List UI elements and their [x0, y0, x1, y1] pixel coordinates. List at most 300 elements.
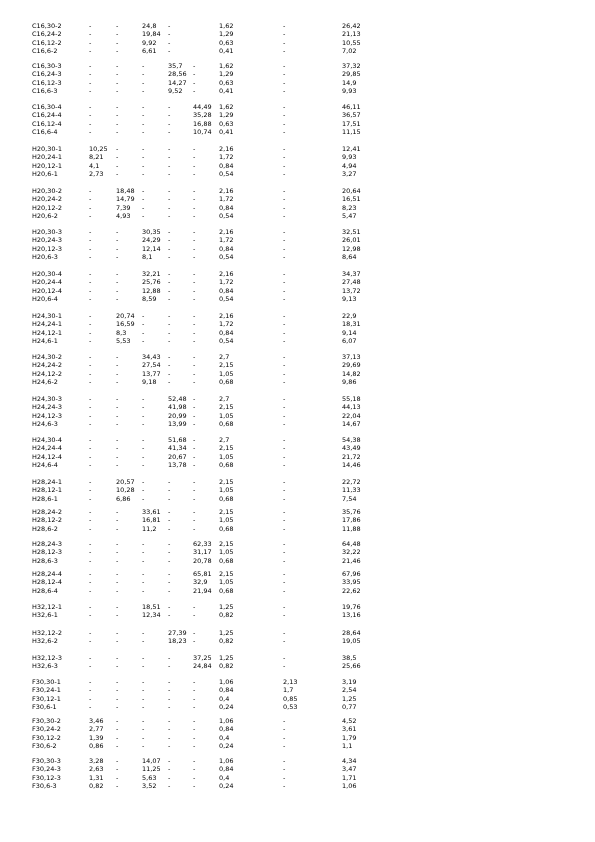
table-cell: 22,72: [342, 478, 361, 486]
table-cell: 18,23: [168, 637, 187, 646]
table-cell: -: [193, 244, 196, 253]
table-cell: -: [168, 757, 171, 765]
table-cell: 20,74: [116, 312, 135, 320]
table-cell: -: [89, 127, 92, 136]
table-cell: 52,48: [168, 395, 187, 403]
table-cell: -: [283, 353, 286, 361]
table-cell: -: [193, 169, 196, 178]
table-cell: 21,46: [342, 556, 361, 565]
table-cell: -: [89, 38, 92, 47]
row-label: H20,6-1: [32, 169, 58, 178]
table-cell: -: [283, 436, 286, 444]
table-cell: -: [116, 119, 119, 128]
row-label: H20,30-4: [32, 270, 62, 278]
table-cell: 5,47: [342, 211, 357, 220]
table-cell: 18,51: [142, 603, 161, 611]
table-cell: -: [142, 70, 145, 79]
table-cell: -: [142, 211, 145, 220]
table-cell: -: [89, 286, 92, 295]
table-cell: -: [89, 70, 92, 79]
table-cell: 27,54: [142, 361, 161, 370]
table-cell: -: [142, 436, 145, 444]
table-cell: -: [89, 452, 92, 461]
table-cell: 4,93: [116, 211, 131, 220]
table-cell: 14,27: [168, 78, 187, 87]
table-row: [0, 337, 595, 346]
table-cell: -: [193, 270, 196, 278]
row-label: H24,30-4: [32, 436, 62, 444]
table-row: [0, 87, 595, 96]
table-cell: 10,25: [89, 145, 108, 153]
table-cell: 1,1: [342, 741, 353, 750]
table-cell: 1,29: [219, 30, 234, 39]
table-cell: 29,85: [342, 70, 361, 79]
table-cell: -: [168, 654, 171, 662]
table-cell: -: [142, 169, 145, 178]
table-row: [0, 587, 595, 596]
table-cell: -: [283, 236, 286, 245]
row-label: H20,12-2: [32, 203, 62, 212]
table-cell: 44,49: [193, 103, 212, 111]
table-cell: -: [168, 278, 171, 287]
table-cell: -: [89, 662, 92, 671]
table-cell: -: [193, 757, 196, 765]
row-label: C16,30-3: [32, 62, 62, 70]
table-cell: -: [89, 377, 92, 386]
table-cell: 6,86: [116, 494, 131, 503]
table-cell: -: [168, 228, 171, 236]
table-cell: -: [193, 86, 196, 95]
row-label: F30,24-2: [32, 725, 61, 734]
row-label: H28,6-3: [32, 556, 58, 565]
table-cell: -: [168, 556, 171, 565]
table-cell: -: [142, 312, 145, 320]
table-cell: 11,15: [342, 127, 361, 136]
table-cell: 28,64: [342, 629, 361, 637]
table-cell: 32,51: [342, 228, 361, 236]
row-label: C16,6-4: [32, 127, 58, 136]
table-row: [0, 782, 595, 791]
table-cell: -: [116, 46, 119, 55]
row-label: F30,12-1: [32, 694, 61, 703]
table-cell: -: [142, 460, 145, 469]
table-cell: -: [89, 395, 92, 403]
table-cell: 13,99: [168, 419, 187, 428]
table-cell: 3,46: [89, 717, 104, 725]
table-cell: 35,76: [342, 508, 361, 516]
table-cell: -: [168, 570, 171, 578]
table-cell: 9,14: [342, 328, 357, 337]
table-cell: 2,7: [219, 353, 230, 361]
table-cell: 12,88: [142, 286, 161, 295]
row-label: H20,6-3: [32, 252, 58, 261]
table-cell: 1,05: [219, 578, 234, 587]
table-cell: 14,82: [342, 369, 361, 378]
table-cell: -: [89, 244, 92, 253]
table-cell: -: [89, 353, 92, 361]
table-cell: -: [283, 111, 286, 120]
table-cell: -: [283, 203, 286, 212]
table-cell: -: [168, 361, 171, 370]
table-cell: 2,15: [219, 478, 234, 486]
table-cell: 32,9: [193, 578, 208, 587]
table-cell: 2,16: [219, 270, 234, 278]
table-cell: 0,68: [219, 419, 234, 428]
table-cell: 24,8: [142, 22, 157, 30]
table-cell: -: [193, 294, 196, 303]
table-cell: -: [193, 603, 196, 611]
table-cell: -: [283, 252, 286, 261]
table-cell: -: [168, 578, 171, 587]
table-cell: -: [193, 236, 196, 245]
table-cell: -: [116, 169, 119, 178]
table-cell: -: [283, 145, 286, 153]
table-cell: -: [89, 103, 92, 111]
table-cell: -: [142, 111, 145, 120]
table-cell: 5,63: [142, 773, 157, 782]
table-cell: 2,13: [283, 678, 298, 686]
table-cell: -: [283, 578, 286, 587]
table-cell: -: [142, 195, 145, 204]
table-cell: 1,25: [219, 654, 234, 662]
table-cell: -: [168, 236, 171, 245]
row-label: H32,6-3: [32, 662, 58, 671]
table-cell: -: [116, 694, 119, 703]
row-label: H28,12-1: [32, 486, 62, 495]
table-cell: -: [142, 570, 145, 578]
table-cell: -: [89, 328, 92, 337]
row-label: C16,24-2: [32, 30, 62, 39]
table-cell: -: [193, 361, 196, 370]
table-cell: -: [116, 540, 119, 548]
table-cell: 35,28: [193, 111, 212, 120]
table-cell: 2,16: [219, 312, 234, 320]
table-cell: 27,48: [342, 278, 361, 287]
row-label: C16,12-4: [32, 119, 62, 128]
table-cell: -: [116, 678, 119, 686]
table-cell: -: [116, 611, 119, 620]
table-cell: -: [116, 103, 119, 111]
table-cell: -: [193, 478, 196, 486]
table-cell: 9,93: [342, 86, 357, 95]
table-cell: 1,72: [219, 320, 234, 329]
row-label: C16,12-2: [32, 38, 62, 47]
table-cell: 37,13: [342, 353, 361, 361]
table-cell: -: [142, 203, 145, 212]
table-row: [0, 295, 595, 304]
table-cell: 2,16: [219, 228, 234, 236]
table-cell: 51,68: [168, 436, 187, 444]
table-cell: -: [116, 717, 119, 725]
table-cell: -: [283, 22, 286, 30]
table-cell: -: [168, 111, 171, 120]
table-cell: -: [116, 286, 119, 295]
table-cell: -: [116, 741, 119, 750]
table-cell: 20,67: [168, 452, 187, 461]
row-label: H32,12-2: [32, 629, 62, 637]
table-cell: -: [193, 78, 196, 87]
row-label: H32,12-1: [32, 603, 62, 611]
row-label: H28,24-3: [32, 540, 62, 548]
table-cell: -: [142, 717, 145, 725]
table-cell: 38,5: [342, 654, 357, 662]
table-cell: -: [283, 119, 286, 128]
table-cell: -: [283, 46, 286, 55]
row-label: F30,30-2: [32, 717, 61, 725]
table-cell: 2,15: [219, 540, 234, 548]
table-cell: 64,48: [342, 540, 361, 548]
table-cell: 0,54: [219, 336, 234, 345]
table-cell: 0,85: [283, 694, 298, 703]
table-cell: -: [193, 678, 196, 686]
table-cell: 20,57: [116, 478, 135, 486]
row-label: H20,12-3: [32, 244, 62, 253]
table-row: [0, 637, 595, 646]
table-cell: -: [193, 419, 196, 428]
table-cell: -: [89, 548, 92, 557]
table-cell: -: [89, 411, 92, 420]
table-cell: -: [116, 765, 119, 774]
row-label: F30,24-1: [32, 686, 61, 695]
table-cell: -: [168, 524, 171, 533]
row-label: C16,24-4: [32, 111, 62, 120]
table-row: [0, 703, 595, 712]
table-cell: -: [116, 228, 119, 236]
table-cell: 0,84: [219, 686, 234, 695]
table-cell: 65,81: [193, 570, 212, 578]
table-cell: -: [116, 361, 119, 370]
table-cell: 26,42: [342, 22, 361, 30]
table-cell: 1,06: [219, 678, 234, 686]
table-cell: 14,79: [116, 195, 135, 204]
row-label: H20,6-2: [32, 211, 58, 220]
table-cell: -: [283, 161, 286, 170]
table-cell: -: [283, 286, 286, 295]
table-cell: 1,06: [342, 781, 357, 790]
row-label: H24,24-4: [32, 444, 62, 453]
table-cell: 1,31: [89, 773, 104, 782]
row-label: F30,6-2: [32, 741, 57, 750]
table-cell: -: [283, 369, 286, 378]
table-cell: -: [193, 702, 196, 711]
table-cell: 3,47: [342, 765, 357, 774]
table-cell: -: [168, 312, 171, 320]
table-cell: -: [193, 161, 196, 170]
table-cell: 7,02: [342, 46, 357, 55]
table-cell: 3,27: [342, 169, 357, 178]
table-cell: -: [116, 86, 119, 95]
table-cell: -: [193, 773, 196, 782]
table-cell: -: [116, 686, 119, 695]
table-cell: -: [142, 395, 145, 403]
table-cell: 37,25: [193, 654, 212, 662]
row-label: H20,30-1: [32, 145, 62, 153]
table-cell: 2,16: [219, 145, 234, 153]
table-cell: -: [142, 540, 145, 548]
table-cell: 14,67: [342, 419, 361, 428]
table-cell: 10,74: [193, 127, 212, 136]
table-cell: -: [116, 781, 119, 790]
table-cell: -: [193, 444, 196, 453]
table-cell: -: [116, 436, 119, 444]
table-cell: 19,05: [342, 637, 361, 646]
table-cell: -: [283, 228, 286, 236]
table-cell: -: [89, 611, 92, 620]
table-cell: 0,68: [219, 524, 234, 533]
table-cell: -: [168, 765, 171, 774]
table-cell: -: [283, 611, 286, 620]
table-cell: -: [168, 662, 171, 671]
row-label: H28,24-4: [32, 570, 62, 578]
table-cell: -: [283, 524, 286, 533]
table-cell: -: [168, 328, 171, 337]
table-cell: -: [89, 702, 92, 711]
table-cell: -: [168, 244, 171, 253]
row-label: H28,24-1: [32, 478, 62, 486]
table-cell: -: [283, 781, 286, 790]
row-label: H20,24-2: [32, 195, 62, 204]
table-cell: 9,52: [168, 86, 183, 95]
table-cell: -: [168, 478, 171, 486]
table-cell: -: [283, 270, 286, 278]
table-cell: -: [168, 294, 171, 303]
table-cell: 0,4: [219, 733, 230, 742]
table-cell: 0,63: [219, 38, 234, 47]
table-cell: -: [283, 548, 286, 557]
table-cell: 1,05: [219, 548, 234, 557]
table-cell: -: [193, 328, 196, 337]
table-cell: -: [283, 725, 286, 734]
table-cell: -: [168, 286, 171, 295]
table-cell: -: [116, 603, 119, 611]
table-cell: -: [168, 369, 171, 378]
table-cell: -: [142, 403, 145, 412]
table-cell: -: [89, 570, 92, 578]
table-cell: 2,15: [219, 570, 234, 578]
table-cell: -: [283, 328, 286, 337]
table-cell: -: [168, 586, 171, 595]
table-cell: -: [116, 161, 119, 170]
table-cell: -: [89, 578, 92, 587]
table-cell: -: [193, 411, 196, 420]
table-cell: -: [193, 195, 196, 204]
table-cell: 10,55: [342, 38, 361, 47]
table-cell: -: [168, 486, 171, 495]
table-cell: 0,68: [219, 586, 234, 595]
table-cell: -: [193, 62, 196, 70]
table-cell: 44,13: [342, 403, 361, 412]
table-cell: -: [283, 195, 286, 204]
table-cell: -: [283, 244, 286, 253]
table-cell: 2,63: [89, 765, 104, 774]
table-cell: -: [116, 733, 119, 742]
table-cell: 1,72: [219, 195, 234, 204]
table-cell: -: [142, 629, 145, 637]
table-cell: -: [193, 369, 196, 378]
table-cell: -: [89, 62, 92, 70]
table-cell: -: [116, 586, 119, 595]
table-cell: -: [283, 336, 286, 345]
table-cell: -: [283, 773, 286, 782]
table-cell: -: [89, 211, 92, 220]
table-cell: -: [116, 578, 119, 587]
table-cell: -: [116, 62, 119, 70]
table-cell: 0,63: [219, 78, 234, 87]
table-cell: -: [193, 694, 196, 703]
table-cell: -: [193, 395, 196, 403]
table-cell: 13,72: [342, 286, 361, 295]
table-cell: -: [168, 119, 171, 128]
row-label: H20,24-1: [32, 153, 62, 162]
row-label: H20,12-4: [32, 286, 62, 295]
table-cell: -: [283, 629, 286, 637]
table-cell: -: [193, 187, 196, 195]
table-cell: 2,77: [89, 725, 104, 734]
table-cell: 24,84: [193, 662, 212, 671]
table-cell: -: [283, 187, 286, 195]
row-label: H24,24-3: [32, 403, 62, 412]
table-cell: -: [89, 369, 92, 378]
table-cell: -: [142, 486, 145, 495]
table-cell: -: [116, 145, 119, 153]
table-cell: -: [116, 369, 119, 378]
table-cell: 14,07: [142, 757, 161, 765]
table-cell: -: [283, 570, 286, 578]
table-row: [0, 461, 595, 470]
table-cell: 13,77: [142, 369, 161, 378]
table-cell: -: [283, 211, 286, 220]
table-cell: 26,01: [342, 236, 361, 245]
table-cell: -: [116, 38, 119, 47]
table-cell: -: [168, 741, 171, 750]
row-label: H20,12-1: [32, 161, 62, 170]
table-cell: 16,51: [342, 195, 361, 204]
table-cell: -: [142, 725, 145, 734]
table-cell: -: [142, 153, 145, 162]
table-cell: -: [116, 444, 119, 453]
table-cell: 0,41: [219, 127, 234, 136]
table-cell: 4,34: [342, 757, 357, 765]
table-cell: -: [283, 586, 286, 595]
table-cell: -: [89, 654, 92, 662]
table-cell: -: [193, 765, 196, 774]
table-row: [0, 495, 595, 504]
table-cell: 0,82: [89, 781, 104, 790]
table-cell: 24,29: [142, 236, 161, 245]
row-label: H20,30-2: [32, 187, 62, 195]
table-cell: -: [89, 629, 92, 637]
table-cell: -: [89, 270, 92, 278]
table-cell: -: [283, 757, 286, 765]
table-cell: 21,94: [193, 586, 212, 595]
table-cell: 0,86: [89, 741, 104, 750]
table-cell: 1,62: [219, 22, 234, 30]
table-cell: 3,19: [342, 678, 357, 686]
table-cell: -: [168, 725, 171, 734]
table-cell: 0,54: [219, 252, 234, 261]
table-cell: 0,82: [219, 662, 234, 671]
table-cell: 0,82: [219, 611, 234, 620]
table-cell: 6,61: [142, 46, 157, 55]
table-cell: -: [89, 312, 92, 320]
table-cell: -: [89, 22, 92, 30]
table-cell: -: [193, 717, 196, 725]
row-label: H32,12-3: [32, 654, 62, 662]
table-row: [0, 662, 595, 671]
table-cell: 1,62: [219, 103, 234, 111]
table-cell: -: [116, 153, 119, 162]
table-cell: 1,25: [219, 629, 234, 637]
